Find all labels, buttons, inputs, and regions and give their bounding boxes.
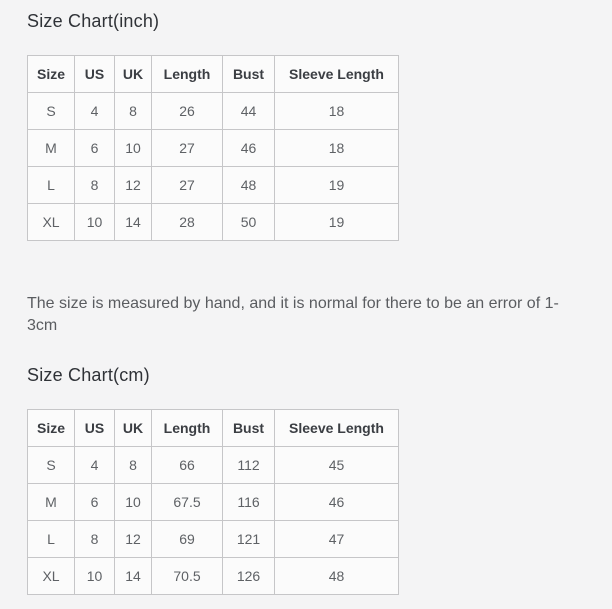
table-cell: 4 (75, 447, 115, 484)
size-chart-cm-title: Size Chart(cm) (27, 365, 150, 385)
table-header-row (28, 410, 399, 447)
table-cell: 4 (75, 93, 115, 130)
table-cell: 14 (115, 204, 152, 241)
table-cell: XL (28, 204, 75, 241)
column-header: UK (115, 410, 152, 447)
table-cell: 10 (115, 130, 152, 167)
column-header: Size (28, 410, 75, 447)
size-chart-inch-title: Size Chart(inch) (27, 11, 160, 31)
table-cell: L (28, 521, 75, 558)
table-cell: 27 (152, 167, 223, 204)
table-cell: M (28, 484, 75, 521)
table-cell: 19 (275, 167, 399, 204)
table-cell: 116 (223, 484, 275, 521)
table-cell: 69 (152, 521, 223, 558)
table-row (28, 204, 399, 241)
column-header: UK (115, 56, 152, 93)
measurement-note: The size is measured by hand, and it is normal for there to be an error of 1-3cm (27, 295, 559, 334)
table-cell: 46 (223, 130, 275, 167)
table-cell: 10 (75, 558, 115, 595)
table-cell: 45 (275, 447, 399, 484)
table-row (28, 93, 399, 130)
table-cell: 46 (275, 484, 399, 521)
table-cell: 6 (75, 484, 115, 521)
table-cell: 26 (152, 93, 223, 130)
column-header: Length (152, 56, 223, 93)
table-cell: 12 (115, 167, 152, 204)
table-cell: 19 (275, 204, 399, 241)
table-cell: 44 (223, 93, 275, 130)
table-cell: 126 (223, 558, 275, 595)
table-cell: 18 (275, 130, 399, 167)
table-row (28, 558, 399, 595)
table-cell: 8 (115, 93, 152, 130)
table-cell: 48 (223, 167, 275, 204)
table-cell: 66 (152, 447, 223, 484)
column-header: Sleeve Length (275, 56, 399, 93)
table-header-row (28, 56, 399, 93)
column-header: US (75, 56, 115, 93)
table-cell: 70.5 (152, 558, 223, 595)
table-cell: S (28, 93, 75, 130)
table-cell: 8 (75, 167, 115, 204)
table-row (28, 484, 399, 521)
table-cell: 10 (115, 484, 152, 521)
table-cell: 121 (223, 521, 275, 558)
column-header: Bust (223, 410, 275, 447)
column-header: US (75, 410, 115, 447)
table-cell: 18 (275, 93, 399, 130)
table-cell: 112 (223, 447, 275, 484)
column-header: Bust (223, 56, 275, 93)
table-row (28, 521, 399, 558)
table-cell: 67.5 (152, 484, 223, 521)
table-cell: 28 (152, 204, 223, 241)
column-header: Size (28, 56, 75, 93)
table-cell: 12 (115, 521, 152, 558)
table-cell: 27 (152, 130, 223, 167)
table-cell: 8 (115, 447, 152, 484)
column-header: Length (152, 410, 223, 447)
table-row (28, 167, 399, 204)
table-cell: M (28, 130, 75, 167)
table-cell: 14 (115, 558, 152, 595)
table-cell: 8 (75, 521, 115, 558)
size-chart-inch-table (27, 55, 399, 241)
table-cell: L (28, 167, 75, 204)
table-row (28, 447, 399, 484)
size-chart-cm-table (27, 409, 399, 595)
column-header: Sleeve Length (275, 410, 399, 447)
table-cell: 47 (275, 521, 399, 558)
table-cell: XL (28, 558, 75, 595)
table-cell: 48 (275, 558, 399, 595)
table-cell: 6 (75, 130, 115, 167)
table-row (28, 130, 399, 167)
table-cell: S (28, 447, 75, 484)
table-cell: 50 (223, 204, 275, 241)
table-cell: 10 (75, 204, 115, 241)
